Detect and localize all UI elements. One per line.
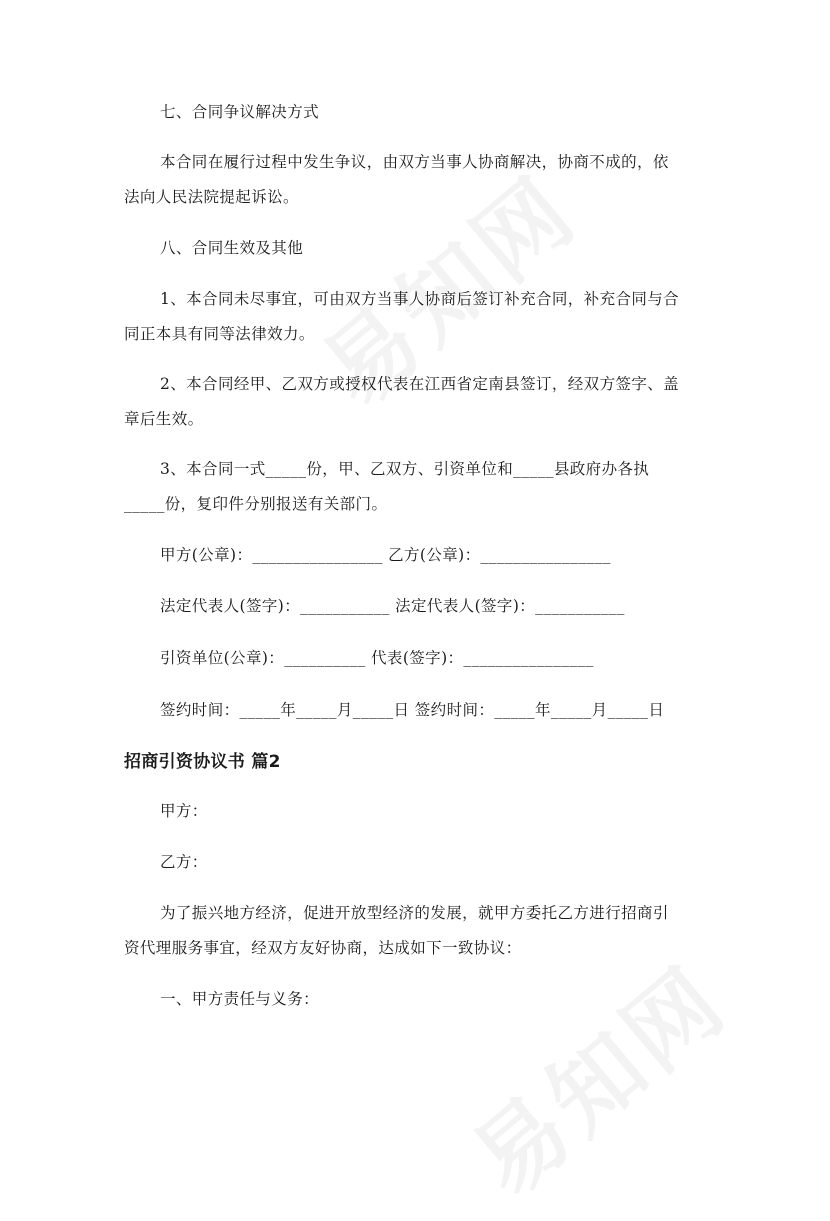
section-heading-7: 七、合同争议解决方式 [160, 103, 320, 121]
paragraph-line: 3、本合同一式_____份，甲、乙双方、引资单位和_____县政府办各执 [160, 460, 650, 478]
paragraph-line: 为了振兴地方经济，促进开放型经济的发展，就甲方委托乙方进行招商引 [160, 904, 669, 922]
paragraph-line: _____份，复印件分别报送有关部门。 [124, 495, 388, 513]
signature-line-representative: 法定代表人(签字)：___________ 法定代表人(签字)：___________ [160, 597, 625, 615]
paragraph-line: 2、本合同经甲、乙双方或授权代表在江西省定南县签订，经双方签字、盖 [160, 375, 680, 393]
signature-line-party: 甲方(公章)：________________ 乙方(公章)：________________ [160, 546, 611, 564]
section-heading-8: 八、合同生效及其他 [160, 239, 304, 257]
party-a-label: 甲方： [160, 802, 208, 820]
paragraph-line: 同正本具有同等法律效力。 [124, 325, 315, 343]
paragraph-line: 本合同在履行过程中发生争议，由双方当事人协商解决，协商不成的，依 [160, 153, 669, 171]
section-heading-1: 一、甲方责任与义务： [160, 990, 320, 1008]
signature-line-investor: 引资单位(公章)：__________ 代表(签字)：________________ [160, 649, 594, 667]
paragraph-line: 1、本合同未尽事宜，可由双方当事人协商后签订补充合同，补充合同与合 [160, 290, 680, 308]
paragraph-line: 资代理服务事宜，经双方友好协商，达成如下一致协议： [124, 939, 522, 957]
paragraph-line: 法向人民法院提起诉讼。 [124, 188, 299, 206]
section-title: 招商引资协议书 篇2 [124, 752, 281, 772]
watermark-lower [440, 931, 750, 1221]
party-b-label: 乙方： [160, 853, 208, 871]
signature-line-date: 签约时间：_____年_____月_____日 签约时间：_____年_____月_____日 [160, 701, 665, 719]
paragraph-line: 章后生效。 [124, 410, 204, 428]
